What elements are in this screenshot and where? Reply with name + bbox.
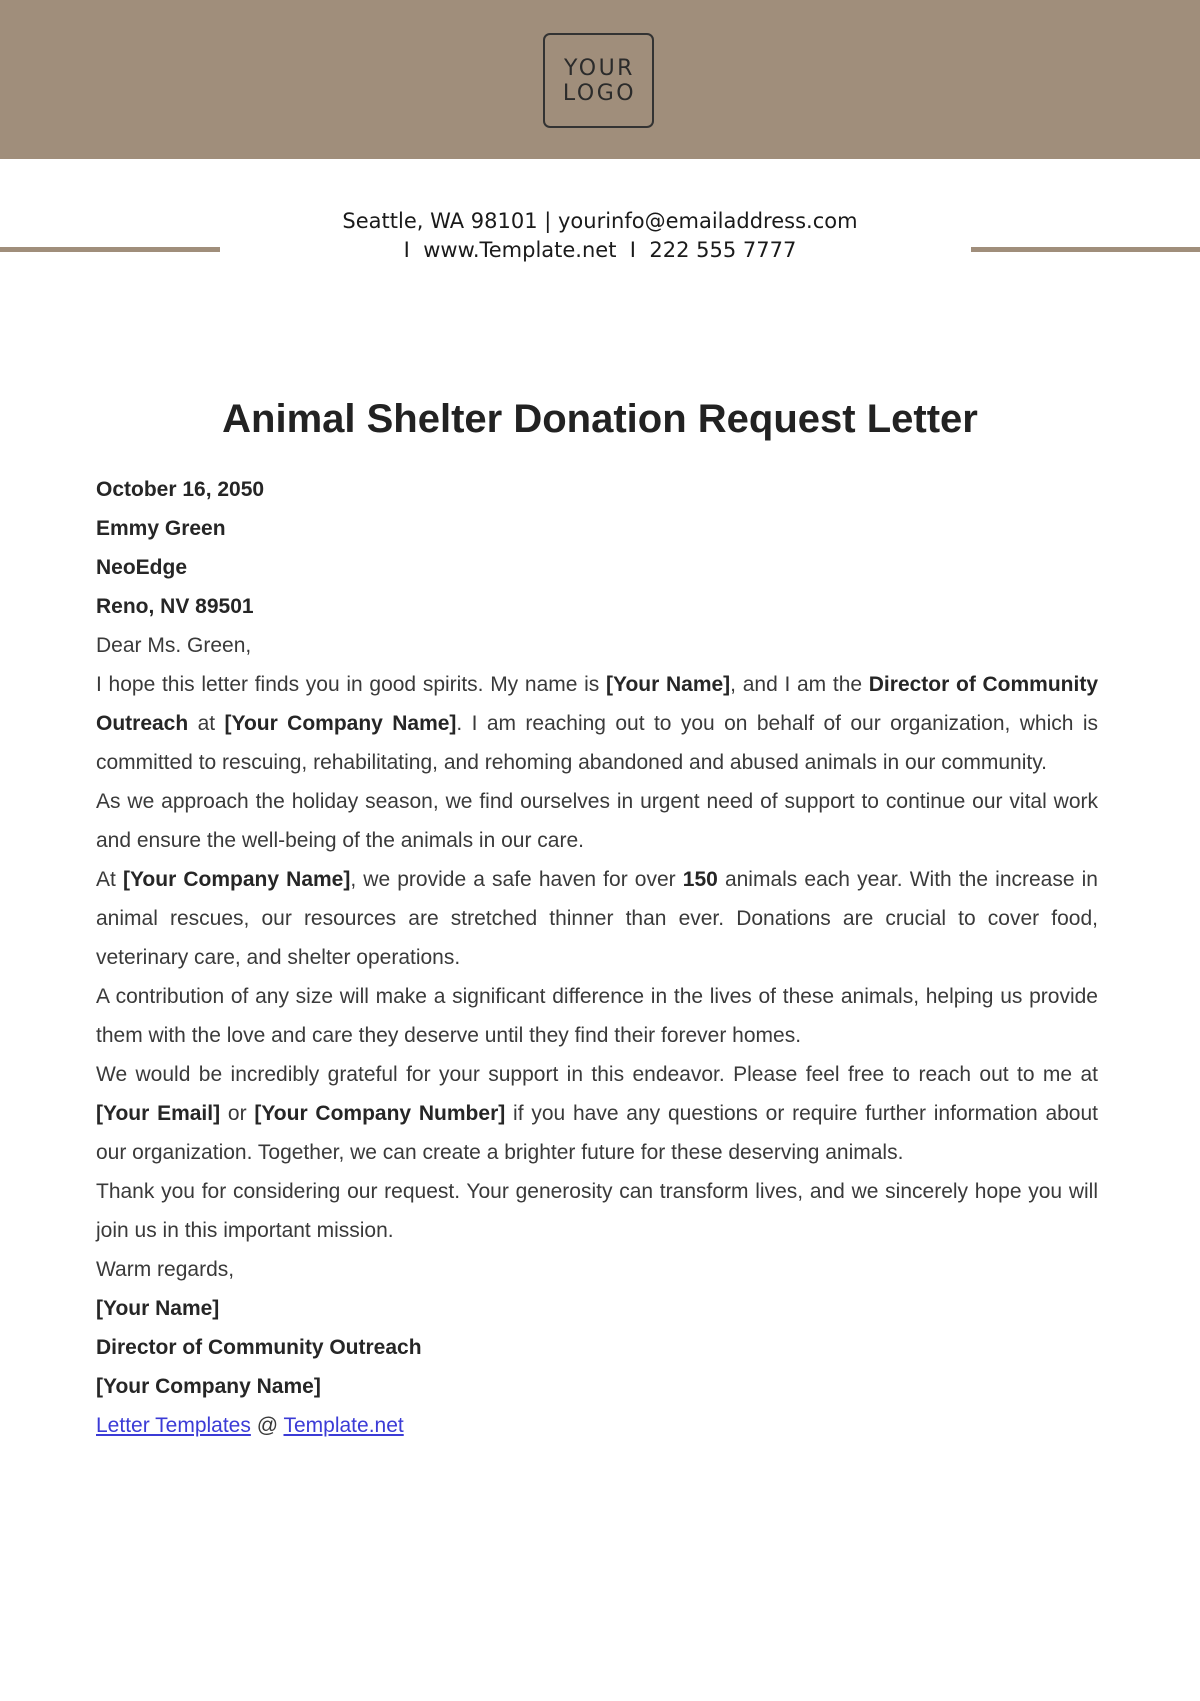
contact-line-1: Seattle, WA 98101 | yourinfo@emailaddress.com <box>342 209 858 233</box>
contact-line-2: I www.Template.net I 222 555 7777 <box>403 238 797 262</box>
text-run: if you have any questions or require further information about our organization. Together, we can create a brighter future for these deserving animals. <box>96 1102 1098 1164</box>
paragraph-thanks: Thank you for considering our request. Your generosity can transform lives, and we sincerely hope you will join us in this important mission. <box>96 1180 1098 1242</box>
text-run: , and I am the <box>730 673 869 696</box>
logo <box>543 33 654 128</box>
recipient-name: Emmy Green <box>96 517 226 540</box>
animal-count: 150 <box>682 868 718 891</box>
letter-templates-link[interactable]: Letter Templates <box>96 1414 251 1437</box>
signature-name: [Your Name] <box>96 1297 220 1320</box>
salutation: Dear Ms. Green, <box>96 634 252 657</box>
paragraph-contribution: A contribution of any size will make a significant difference in the lives of these animals, helping us provide them with the love and care they deserve until they find their forever homes. <box>96 985 1098 1047</box>
paragraph-contact <box>96 1055 1098 1172</box>
letter-title: Animal Shelter Donation Request Letter <box>222 397 978 441</box>
placeholder-company-name: [Your Company Name] <box>224 712 457 735</box>
text-run: We would be incredibly grateful for your support in this endeavor. Please feel free to reach out to me at <box>96 1063 1098 1086</box>
paragraph-need: As we approach the holiday season, we find ourselves in urgent need of support to continue our vital work and ensure the well-being of the animals in our care. <box>96 790 1098 852</box>
text-run: I hope this letter finds you in good spirits. My name is <box>96 673 606 696</box>
signature-company: [Your Company Name] <box>96 1375 321 1398</box>
placeholder-email: [Your Email] <box>96 1102 221 1125</box>
header-band <box>0 0 1200 159</box>
text-run: . I am reaching out to you on behalf of our organization, which is committed to rescuing, rehabilitating, and rehoming abandoned and abused animals in our community. <box>96 712 1098 774</box>
placeholder-your-name: [Your Name] <box>606 673 731 696</box>
paragraph-intro <box>96 665 1098 782</box>
closing: Warm regards, <box>96 1258 235 1281</box>
template-net-link[interactable]: Template.net <box>283 1414 404 1437</box>
letter-body <box>96 470 1098 1445</box>
text-run: , we provide a safe haven for over <box>350 868 683 891</box>
paragraph-mission <box>96 860 1098 977</box>
footer-separator: @ <box>250 1414 284 1437</box>
text-run: At <box>96 868 123 891</box>
recipient-company: NeoEdge <box>96 556 188 579</box>
signature-title: Director of Community Outreach <box>96 1336 422 1359</box>
job-title: Director of Community Outreach <box>96 673 1099 735</box>
footer-links <box>96 1406 1098 1445</box>
placeholder-company-name: [Your Company Name] <box>122 868 351 891</box>
text-run: or <box>220 1102 255 1125</box>
text-run: animals each year. With the increase in animal rescues, our resources are stretched thinner than ever. Donations are crucial to cover food, veterinary care, and shelter operations. <box>96 868 1098 969</box>
text-run: at <box>188 712 225 735</box>
contact-info <box>0 207 1200 265</box>
logo-line-2: LOGO <box>562 80 637 106</box>
recipient-address: Reno, NV 89501 <box>96 595 254 618</box>
placeholder-company-number: [Your Company Number] <box>254 1102 506 1125</box>
letter-date: October 16, 2050 <box>96 478 265 501</box>
logo-line-1: YOUR <box>564 55 635 81</box>
